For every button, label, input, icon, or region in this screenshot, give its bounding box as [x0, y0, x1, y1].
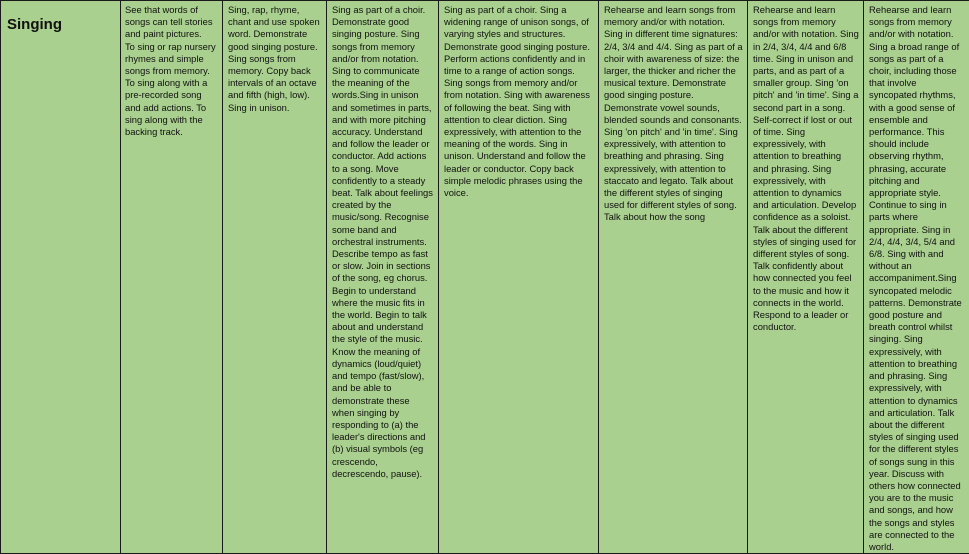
cell-text: Rehearse and learn songs from memory and/or with notation. Sing in 2/4, 3/4, 4/4 and 6/8 time. Sing in unison and parts, and as part of a smaller group. Sing 'on pitch' and 'in time'. Sing a second part in a song. Self-correct if lost or out of time. Sing expressively, with attention to breathing and phrasing. Sing expressively, with attention to dynamics and articulation. Develop confidence as a soloist. Talk about the different styles of singing used for different styles of song. Talk confidently about how connected you feel to the music and how it connects in the world. Respond to a leader or conductor. — [753, 4, 859, 332]
cell-text: Sing as part of a choir. Demonstrate good singing posture. Sing songs from memory and/or from notation. Sing to communicate the meaning of the words.Sing in unison and sometimes in parts, and with more pitching accuracy. Understand and follow the leader or conductor. Add actions to a song. Move confidently to a steady beat. Talk about feelings created by the music/song. Recognise some band and orchestral instruments. Describe tempo as fast or slow. Join in sections of the song, eg chorus. Begin to understand where the music fits in the world. Begin to talk about and understand the style of the music. Know the meaning of dynamics (loud/quiet) and tempo (fast/slow), and be able to demonstrate these when singing by responding to (a) the leader's directions and (b) visual symbols (eg crescendo, decrescendo, pause). — [332, 4, 433, 479]
cell-stage-7 — [864, 1, 969, 554]
table-row — [1, 1, 969, 554]
cell-stage-3 — [327, 1, 439, 554]
cell-text: Sing as part of a choir. Sing a widening range of unison songs, of varying styles and structures. Demonstrate good singing posture. Perform actions confidently and in time to a range of action songs. Sing songs from memory and/or from notation. Sing with awareness of following the beat. Sing with attention to clear diction. Sing expressively, with attention to the meaning of the words. Sing in unison. Understand and follow the leader or conductor. Copy back simple melodic phrases using the voice. — [444, 4, 590, 198]
cell-stage-5 — [599, 1, 748, 554]
cell-stage-2 — [223, 1, 327, 554]
cell-stage-1 — [121, 1, 223, 554]
cell-text: See that words of songs can tell stories and paint pictures. To sing or rap nursery rhymes and simple songs from memory. To sing along with a pre-recorded song and add actions. To sing along with the backing track. — [125, 4, 216, 137]
cell-stage-4 — [439, 1, 599, 554]
cell-stage-6 — [748, 1, 864, 554]
cell-text: Sing, rap, rhyme, chant and use spoken word. Demonstrate good singing posture. Sing songs from memory. Copy back intervals of an octave and fifth (high, low). Sing in unison. — [228, 4, 320, 113]
cell-text: Rehearse and learn songs from memory and/or with notation. Sing a broad range of songs as part of a choir, including those that involve syncopated rhythms, with a good sense of ensemble and performance. This should include observing rhythm, phrasing, accurate pitching and appropriate style. Continue to sing in parts where appropriate. Sing in 2/4, 4/4, 3/4, 5/4 and 6/8. Sing with and without an accompaniment.Sing syncopated melodic patterns. Demonstrate good posture and breath control whilst singing. Sing expressively, with attention to breathing and phrasing. Sing expressively, with attention to dynamics and articulation. Talk about the different styles of singing used for the different styles of songs sung in this year. Discuss with others how connected you are to the music and songs, and how the songs and styles are connected to the world. — [869, 4, 962, 552]
cell-text: Rehearse and learn songs from memory and/or with notation. Sing in different time signatures: 2/4, 3/4 and 4/4. Sing as part of a choir with awareness of size: the larger, the thicker and richer the musical texture. Demonstrate good singing posture. Demonstrate vowel sounds, blended sounds and consonants. Sing 'on pitch' and 'in time'. Sing expressively, with attention to breathing and phrasing. Sing expressively, with attention to staccato and legato. Talk about the different styles of singing used for different styles of song. Talk about how the song — [604, 4, 743, 222]
row-heading: Singing — [1, 1, 121, 554]
